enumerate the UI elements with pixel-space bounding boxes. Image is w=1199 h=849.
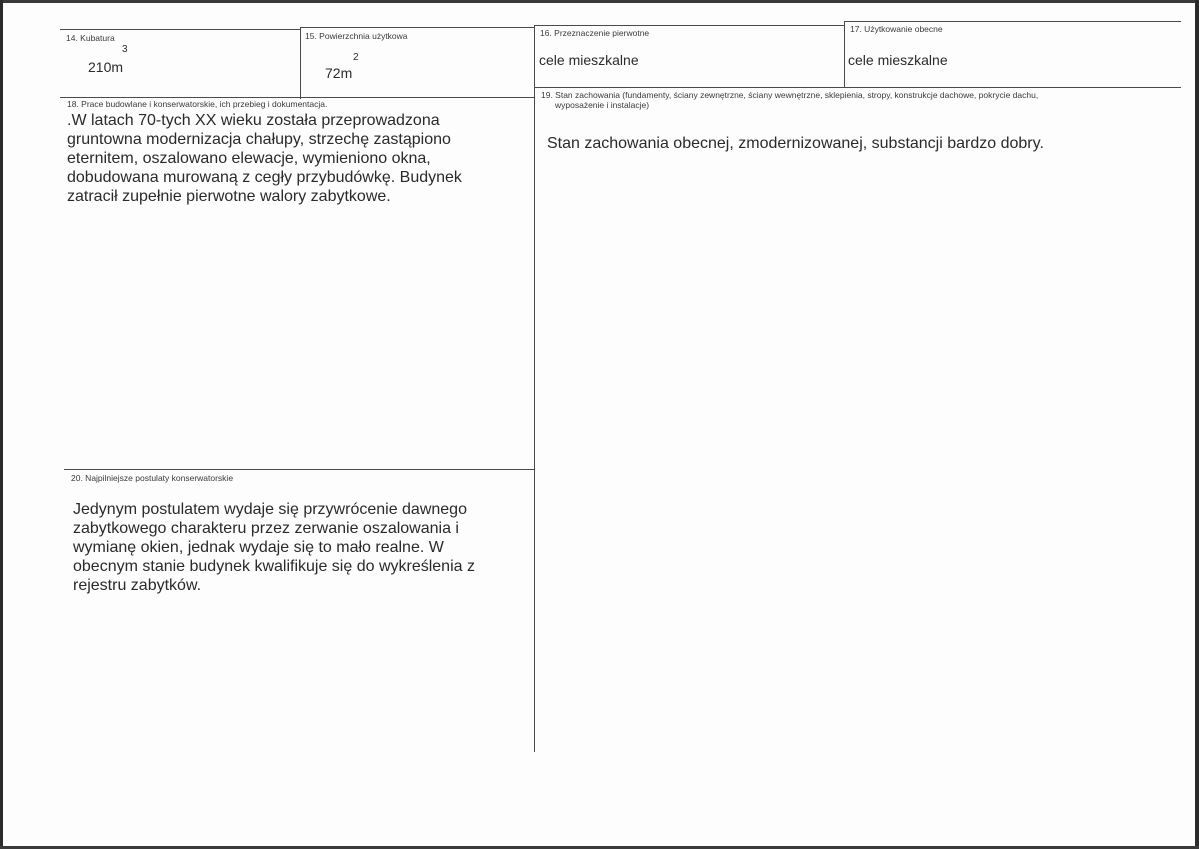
scan-edge-right [1195, 0, 1199, 849]
field-14-label: 14. Kubatura [66, 33, 115, 43]
field-18-text [67, 111, 462, 206]
scan-edge-top [0, 0, 1199, 3]
rule-under-14-15 [60, 97, 534, 98]
field-17-label: 17. Użytkowanie obecne [850, 24, 943, 34]
scan-edge-left [0, 0, 3, 849]
field-14-exponent: 3 [122, 44, 128, 55]
field-14-value: 210m [88, 59, 124, 75]
rule-v-16-17 [844, 21, 845, 87]
rule-top-14 [60, 29, 300, 30]
field-19-label-line1: 19. Stan zachowania (fundamenty, ściany zewnętrzne, ściany wewnętrzne, sklepienia, stropy, konstrukcje dachowe, pokrycie dachu, [541, 90, 1039, 100]
field-18-line: eternitem, oszalowano elewacje, wymieniono okna, [67, 150, 431, 167]
rule-top-16 [534, 25, 844, 26]
field-15-value: 72m [325, 65, 353, 81]
rule-v-14-15 [300, 27, 301, 99]
field-15-exponent: 2 [353, 52, 359, 63]
field-19-value: Stan zachowania obecnej, zmodernizowanej, substancji bardzo dobry. [547, 135, 1044, 152]
field-16-value: cele mieszkalne [539, 52, 639, 68]
rule-v-center [534, 25, 535, 752]
field-20-line: zabytkowego charakteru przez zerwanie oszalowania i [73, 520, 459, 537]
field-18-line: dobudowana murowaną z cegły przybudówkę. Budynek [67, 169, 462, 186]
rule-above-20 [64, 469, 534, 470]
field-18-line: gruntowna modernizacja chałupy, strzechę zastąpiono [67, 131, 451, 148]
field-18-line: zatracił zupełnie pierwotne walory zabytkowe. [67, 188, 391, 205]
field-20-label: 20. Najpilniejsze postulaty konserwatorskie [71, 473, 234, 483]
rule-under-16-17 [534, 87, 1181, 88]
field-20-line: rejestru zabytków. [73, 577, 202, 594]
field-20-line: wymianę okien, jednak wydaje się to mało realne. W [73, 539, 444, 556]
field-17-value: cele mieszkalne [848, 52, 948, 68]
field-20-text [73, 500, 475, 595]
field-15-label: 15. Powierzchnia użytkowa [305, 31, 408, 41]
field-20-line: obecnym stanie budynek kwalifikuje się do wykreślenia z [73, 558, 475, 575]
field-20-line: Jedynym postulatem wydaje się przywrócenie dawnego [73, 501, 467, 518]
rule-top-15 [300, 27, 534, 28]
field-18-label: 18. Prace budowlane i konserwatorskie, ich przebieg i dokumentacja. [67, 99, 328, 109]
rule-top-17 [844, 21, 1181, 22]
field-18-line: .W latach 70-tych XX wieku została przeprowadzona [67, 112, 440, 129]
field-19-label-line2: wyposażenie i instalacje) [555, 100, 650, 110]
field-16-label: 16. Przeznaczenie pierwotne [540, 28, 650, 38]
